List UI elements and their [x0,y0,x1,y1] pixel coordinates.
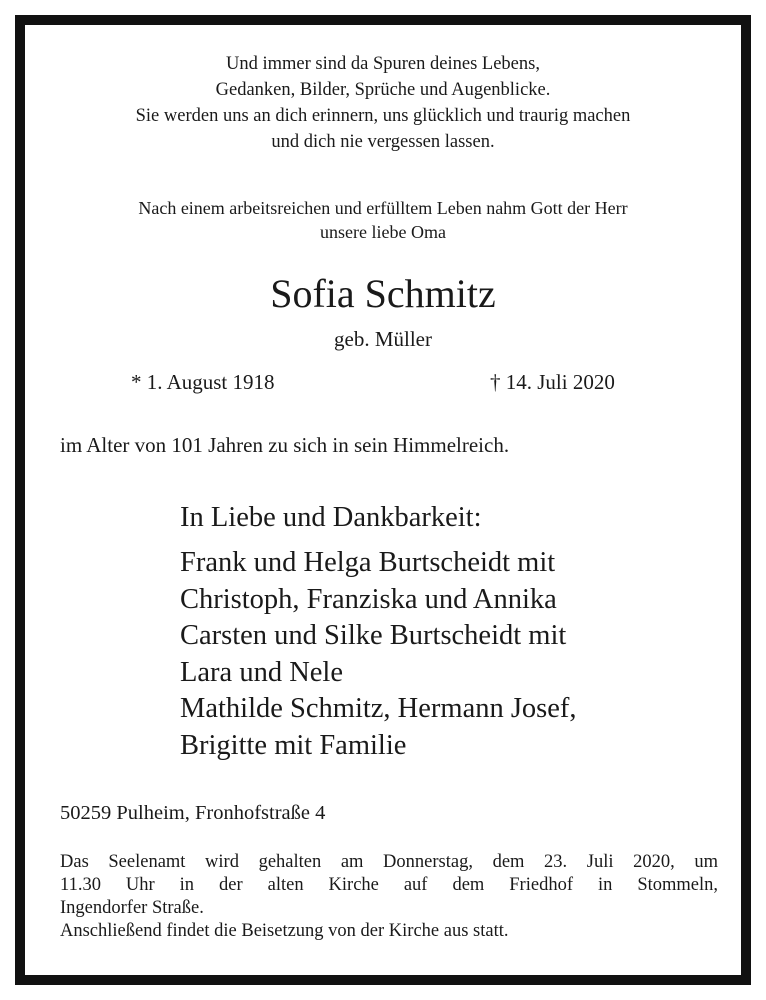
mourner-line: Carsten und Silke Burtscheidt mit [180,620,567,651]
intro-line: unsere liebe Oma [320,222,446,242]
mourners-list [180,545,577,764]
mourner-line: Mathilde Schmitz, Hermann Josef, [180,693,577,724]
age-statement: im Alter von 101 Jahren zu sich in sein Himmelreich. [60,433,510,457]
poem-line: Sie werden uns an dich erinnern, uns glücklich und traurig machen [135,106,631,126]
poem-line: Gedanken, Bilder, Sprüche und Augenblicke. [215,80,551,100]
mourners-heading: In Liebe und Dankbarkeit: [180,502,482,533]
service-line: Anschließend findet die Beisetzung von der Kirche aus statt. [60,921,509,941]
birth-date: * 1. August 1918 [131,370,275,394]
mourner-line: Frank und Helga Burtscheidt mit [180,547,556,578]
family-address: 50259 Pulheim, Fronhofstraße 4 [60,802,326,824]
poem-line: und dich nie vergessen lassen. [271,132,495,152]
intro-line: Nach einem arbeitsreichen und erfülltem Leben nahm Gott der Herr [138,198,628,218]
poem-line: Und immer sind da Spuren deines Lebens, [226,54,540,74]
mourner-line: Brigitte mit Familie [180,729,407,761]
deceased-name: Sofia Schmitz [270,271,496,316]
death-date: † 14. Juli 2020 [490,370,615,394]
intro-text [25,196,741,244]
service-line: Das Seelenamt wird gehalten am Donnerstag, dem 23. Juli 2020, um [60,852,718,872]
memorial-poem [25,51,741,155]
service-details [60,851,718,943]
service-line: 11.30 Uhr in der alten Kirche auf dem Friedhof in Stommeln, [60,875,718,895]
mourner-line: Christoph, Franziska und Annika [180,583,557,615]
service-line: Ingendorfer Straße. [60,898,204,918]
born-name: geb. Müller [334,327,432,351]
mourner-line: Lara und Nele [180,656,343,688]
obituary-frame [15,15,751,985]
